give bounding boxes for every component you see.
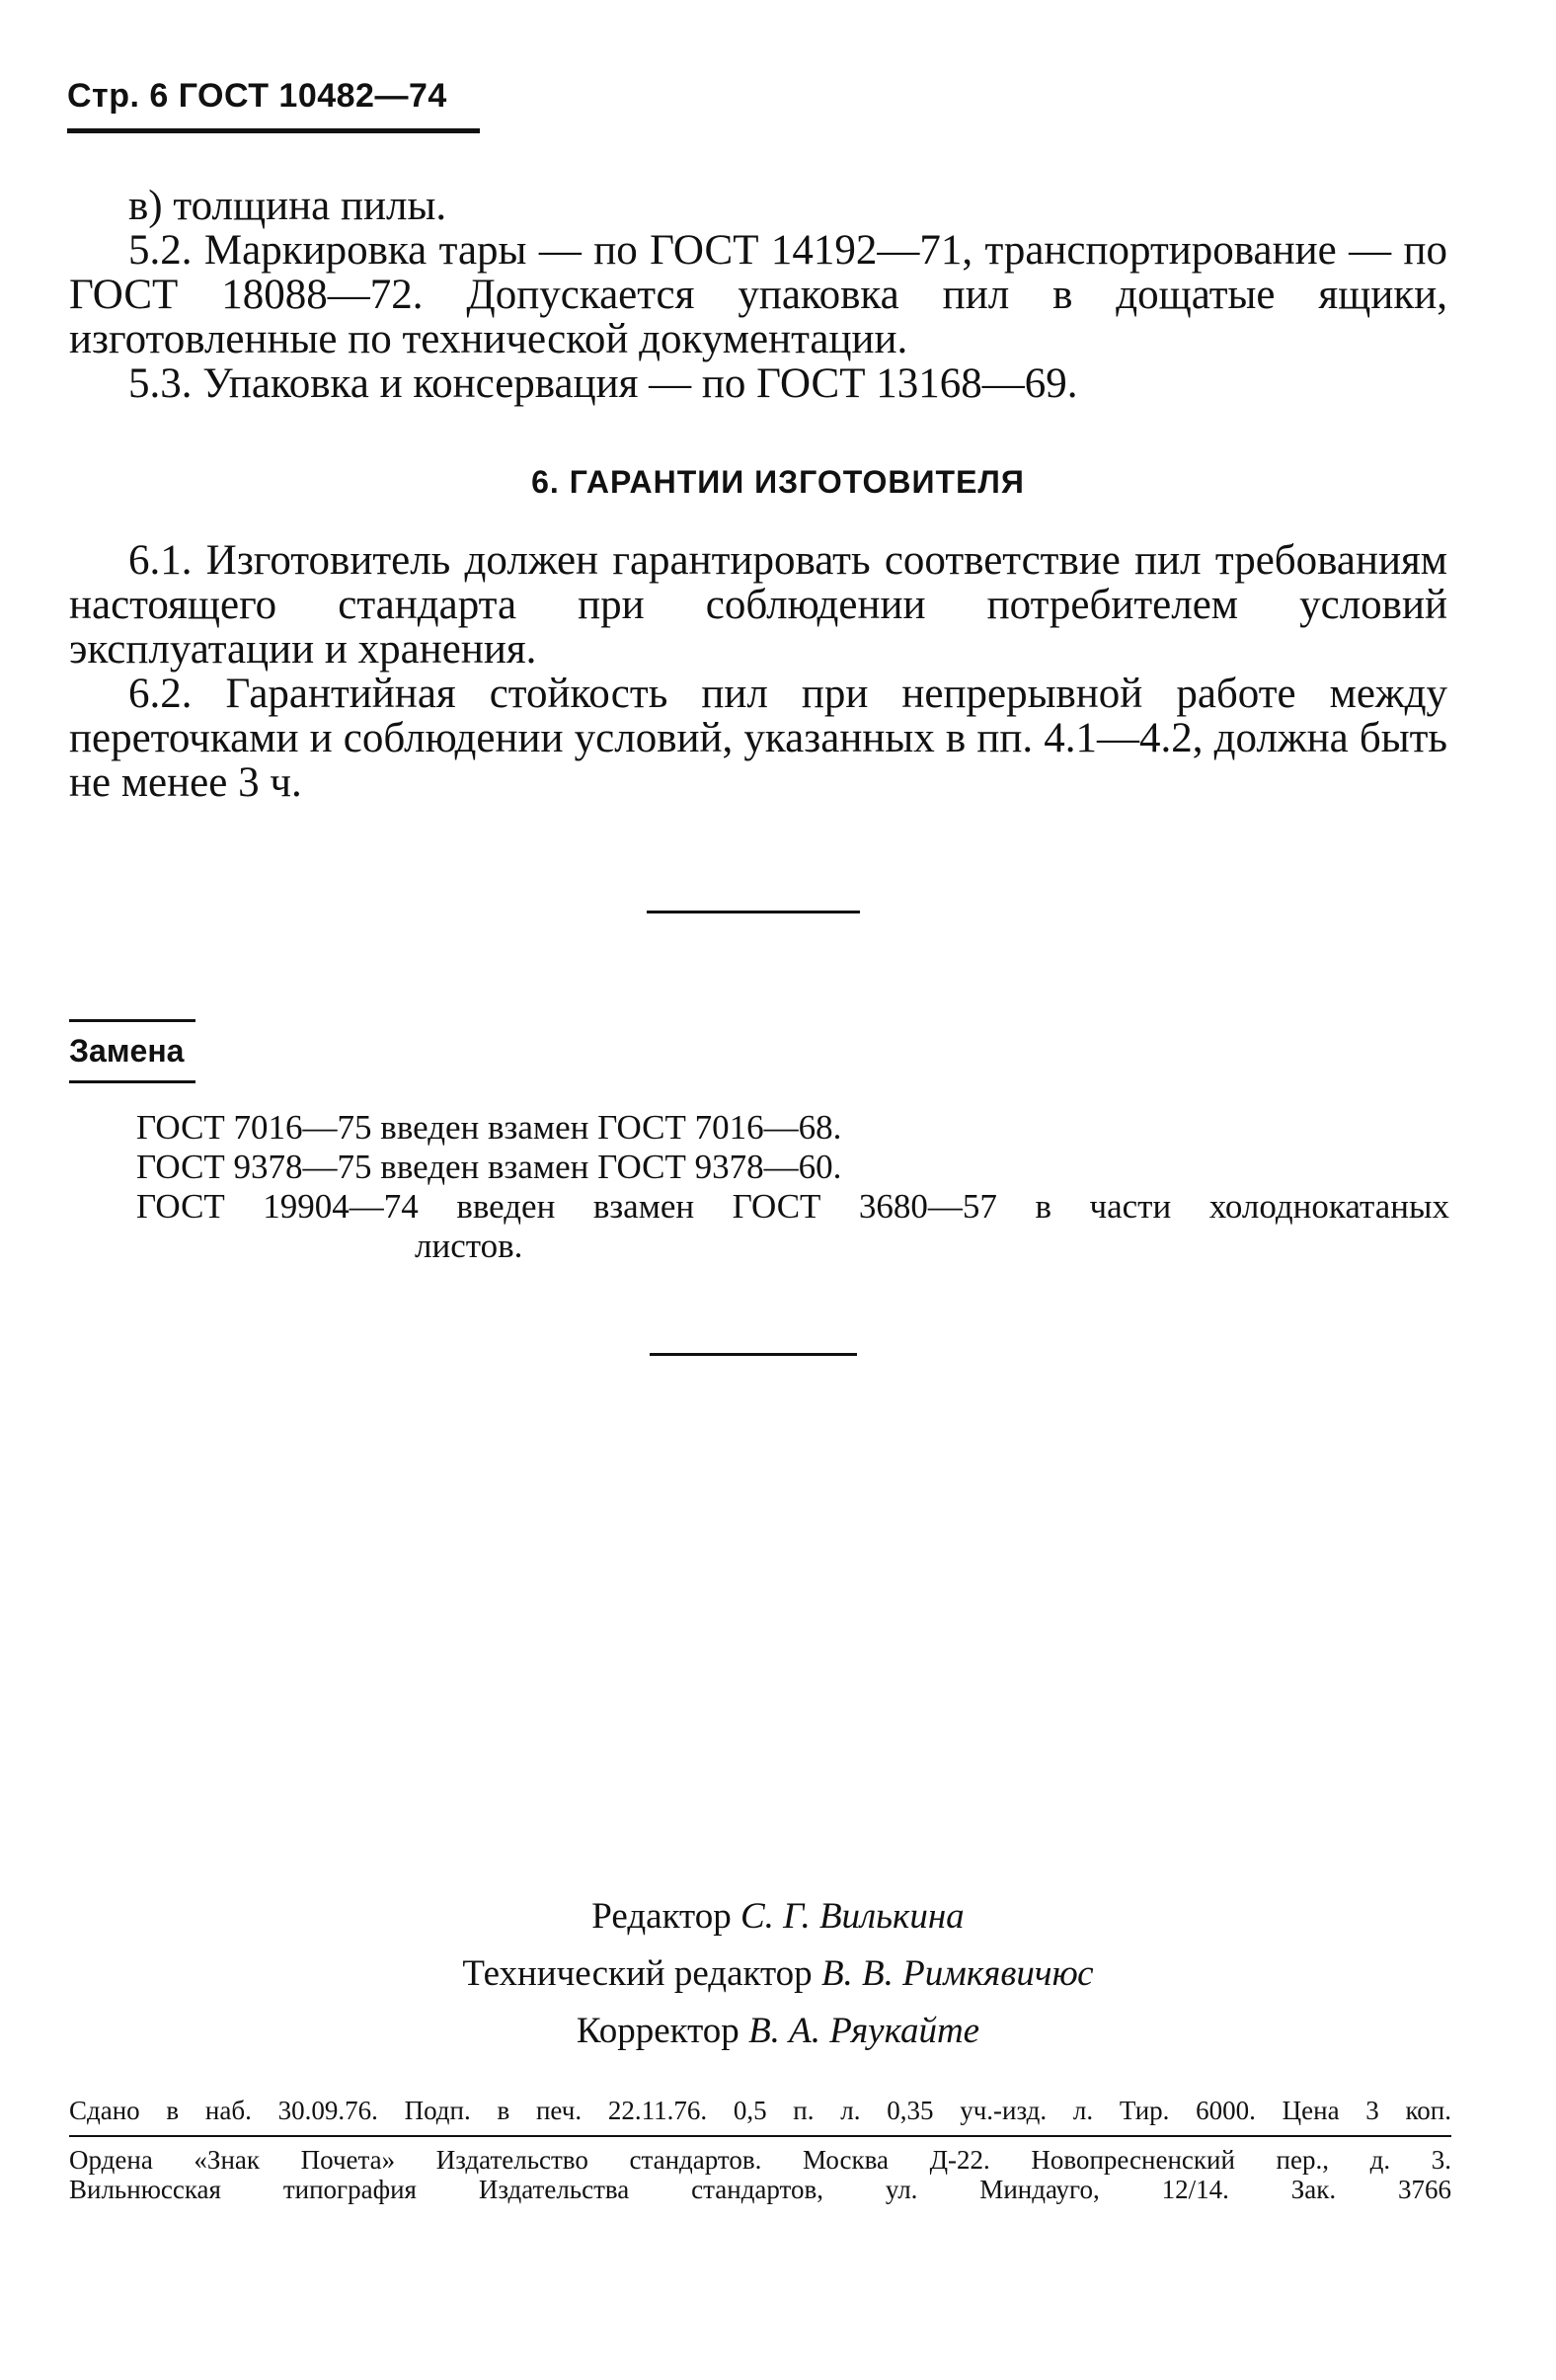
print-info-line: Сдано в наб. 30.09.76. Подп. в печ. 22.11.76. 0,5 п. л. 0,35 уч.-изд. л. Тир. 6000. Цена 3 коп. [69,2096,1451,2125]
replacement-list [136,1108,1449,1266]
proofreader-name: В. А. Ряукайте [748,2011,980,2051]
imprint-rule [69,2135,1451,2137]
replacement-item: ГОСТ 9378—75 введен взамен ГОСТ 9378—60. [136,1148,842,1186]
editor-line [0,1888,1556,1945]
replacement-heading: Замена [69,1033,185,1069]
section-6-title: 6. ГАРАНТИИ ИЗГОТОВИТЕЛЯ [531,464,1025,500]
proofreader-label: Корректор [576,2011,739,2051]
tech-editor-line [0,1945,1556,2003]
print-info [69,2096,1451,2125]
end-rule-2 [650,1353,857,1356]
end-rule [647,911,860,913]
paragraph-5-3: 5.3. Упаковка и консервация — по ГОСТ 13168—69. [128,360,1078,407]
paragraph-b: в) толщина пилы. [128,183,447,229]
replacement-item: ГОСТ 7016—75 введен взамен ГОСТ 7016—68. [136,1108,842,1147]
editor-name: С. Г. Вилькина [740,1896,965,1937]
publisher-line-1: Ордена «Знак Почета» Издательство стандартов. Москва Д-22. Новопресненский пер., д. 3. [69,2145,1451,2175]
replacement-item-continuation: листов. [415,1227,523,1265]
page-header: Стр. 6 ГОСТ 10482—74 [67,77,447,115]
zamena-bottom-rule [69,1080,195,1083]
zamena-top-rule [69,1019,195,1022]
paragraph-5-2: 5.2. Маркировка тары — по ГОСТ 14192—71, транспортирование — по ГОСТ 18088—72. Допускается упаковка пил в дощатые ящики, изготовленные по технической документации. [69,227,1447,362]
section5-continuation [69,184,1447,406]
publisher-line-2: Вильнюсская типография Издательства стандартов, ул. Миндауго, 12/14. Зак. 3766 [69,2175,1451,2204]
publisher-info [69,2145,1451,2204]
replacement-item: ГОСТ 19904—74 введен взамен ГОСТ 3680—57 в части холоднокатаных [136,1187,1449,1226]
proofreader-line [0,2003,1556,2060]
header-rule [67,128,480,133]
paragraph-6-2: 6.2. Гарантийная стойкость пил при непрерывной работе между переточками и соблюдении условий, указанных в пп. 4.1—4.2, должна быть не менее 3 ч. [69,671,1447,806]
editor-label: Редактор [591,1896,732,1937]
paragraph-6-1: 6.1. Изготовитель должен гарантировать соответствие пил требованиям настоящего стандарта при соблюдении потребителем условий эксплуатации и хранения. [69,537,1447,673]
tech-editor-label: Технический редактор [462,1953,813,1994]
credits-block [0,1888,1556,2060]
section6-body [69,538,1447,805]
tech-editor-name: В. В. Римкявичюс [820,1953,1094,1994]
